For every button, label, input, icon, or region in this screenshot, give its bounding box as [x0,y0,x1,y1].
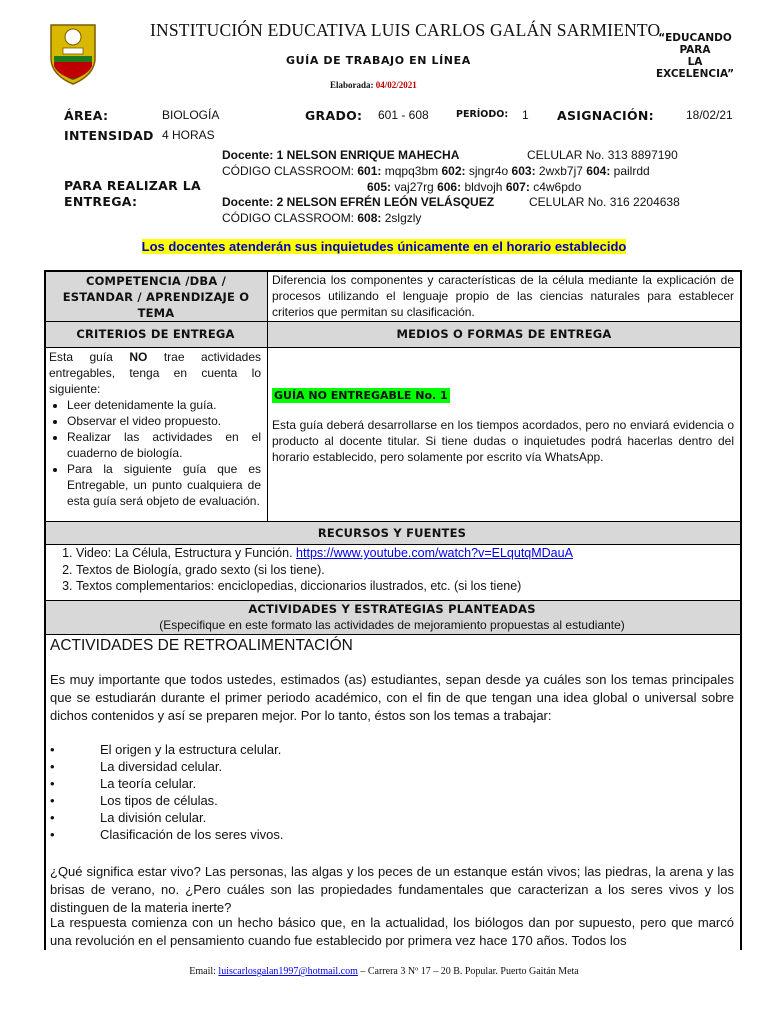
assignment-value: 18/02/21 [686,108,733,122]
resources-list [48,545,738,595]
school-crest-icon [48,22,98,86]
period-label: PERÍODO: [456,109,509,120]
grade-code-label: 607: [505,180,530,194]
topic-text: Clasificación de los seres vivos. [100,827,284,842]
teacher1-name: Docente: 1 NELSON ENRIQUE MAHECHA [222,148,460,162]
list-item [50,809,734,826]
motto-line: LA [687,56,703,68]
teacher2-name: Docente: 2 NELSON EFRÉN LEÓN VELÁSQUEZ [222,195,495,209]
list-item: • Leer detenidamente la guía. [67,397,261,413]
topic-text: El origen y la estructura celular. [100,742,282,757]
school-motto [640,32,750,80]
bullet-icon: • [50,810,55,825]
grade-code-label: 605: [367,180,392,194]
topic-text: La teoría celular. [100,776,197,791]
feedback-title: ACTIVIDADES DE RETROALIMENTACIÓN [50,637,353,654]
classroom-code: mqpq3bm [384,164,439,178]
bullet-icon: • [50,827,55,842]
classroom-code: 2slgzly [384,211,422,225]
delivery-label-line: ENTREGA: [64,194,138,209]
criteria-header: CRITERIOS DE ENTREGA [76,327,235,341]
list-item: • Observar el video propuesto. [67,413,261,429]
classroom-code: bldvojh [464,180,503,194]
teacher1-classroom-codes [222,163,650,179]
criteria-list [49,397,261,509]
grade-code-label: 608: [357,211,382,225]
list-item: 3. Textos complementarios: enciclopedias, diccionarios ilustrados, etc. (si los tiene) [76,578,738,595]
delivery-label [64,178,201,210]
teacher1-classroom-codes-cont [367,179,581,195]
grade-label: GRADO: [305,108,363,123]
non-deliverable-badge: GUÍA NO ENTREGABLE No. 1 [274,389,448,402]
list-item: 2. Textos de Biología, grado sexto (si los tiene). [76,562,738,579]
classroom-code: vaj27rg [394,180,434,194]
teacher2-classroom-codes [222,210,421,226]
list-item: • Realizar las actividades en el cuaderno de biología. [67,429,261,461]
motto-line: PARA [679,44,711,56]
teacher1-phone: CELULAR No. 313 8897190 [527,148,678,162]
grade-code-label: 604: [586,164,611,178]
classroom-code-label: CÓDIGO CLASSROOM: [222,211,355,225]
answer-paragraph: La respuesta comienza con un hecho básico que, en la actualidad, los biólogos dan por supuesto, pero que marcó una revolución en el pensamiento cuando fue establecido por primera vez hace 170 años. Todos los [50,915,734,948]
address-text: – Carrera 3 Nº 17 – 20 B. Popular. Puerto Gaitán Meta [357,966,579,977]
bullet-icon: • [50,759,55,774]
video-link[interactable]: https://www.youtube.com/watch?v=ELqutqMDauA [296,546,573,560]
delivery-label-line: PARA REALIZAR LA [64,178,201,193]
elaborated-label: Elaborada: [330,80,374,90]
elaborated-value: 04/02/2021 [375,80,417,90]
list-item [76,545,738,562]
topic-text: La división celular. [100,810,207,825]
means-header: MEDIOS O FORMAS DE ENTREGA [396,327,612,341]
elaborated-date [330,80,417,90]
email-label: Email: [189,966,216,977]
bullet-icon: • [50,776,55,791]
list-item [50,775,734,792]
list-item [50,792,734,809]
area-label: ÁREA: [64,108,109,123]
criteria-intro-text: Esta guía [49,350,113,364]
grade-code-label: 603: [511,164,536,178]
list-item [50,741,734,758]
criteria-intro-text: trae actividades entregables, tenga en cuenta lo siguiente: [49,350,261,396]
classroom-code: pailrdd [613,164,650,178]
intro-paragraph: Es muy importante que todos ustedes, estimados (as) estudiantes, sepan desde ya cuáles son los temas principales que se estudiarán durante el primer periodo académico, con el fin de que tengan una idea global o universal sobre dichos contenidos y así se preparen mejor. Por lo tanto, éstos son los temas a trabajar: [50,672,734,723]
teacher2-phone: CELULAR No. 316 2204638 [529,195,680,209]
grade-code-label: 601: [357,164,382,178]
activities-subtitle: (Especifique en este formato las actividades de mejoramiento propuestas al estudiante) [159,618,625,632]
resources-header: RECURSOS Y FUENTES [317,526,467,540]
topic-text: Los tipos de células. [100,793,218,808]
period-value: 1 [522,108,529,122]
motto-line: “EDUCANDO [658,32,732,44]
guide-title: GUÍA DE TRABAJO EN LÍNEA [286,54,471,67]
notice-text: Los docentes atenderán sus inquietudes únicamente en el horario establecido [141,239,627,254]
grade-code-label: 602: [441,164,466,178]
classroom-code: c4w6pdo [533,180,582,194]
activities-header: ACTIVIDADES Y ESTRATEGIAS PLANTEADAS [248,602,536,616]
list-item: • Para la siguiente guía que es Entregable, un punto cualquiera de esta guía será objeto de evaluación. [67,461,261,509]
motto-line: EXCELENCIA” [655,68,735,80]
competence-text: Diferencia los componentes y características de la célula mediante la explicación de procesos utilizando el lenguaje propio de las ciencias naturales para establecer criterios que permitan su clasificación. [272,273,734,319]
area-value: BIOLOGÍA [162,108,220,122]
list-item [50,826,734,843]
intensity-value: 4 HORAS [162,128,215,142]
page-footer [0,966,768,977]
institution-title: INSTITUCIÓN EDUCATIVA LUIS CARLOS GALÁN SARMIENTO [150,20,661,40]
topic-text: La diversidad celular. [100,759,223,774]
grade-code-label: 606: [437,180,462,194]
resource-text: Video: La Célula, Estructura y Función. [76,546,293,560]
office-hours-notice [0,239,768,254]
criteria-intro [49,349,261,397]
bullet-icon: • [50,742,55,757]
means-text: Esta guía deberá desarrollarse en los tiempos acordados, pero no enviará evidencia o producto al docente titular. Si tiene dudas o inquietudes podrá hacerlas dentro del horario establecido, pero solamente por escrito vía WhatsApp. [272,418,734,464]
bullet-icon: • [50,793,55,808]
topics-list [50,741,734,843]
classroom-code: sjngr4o [468,164,509,178]
classroom-code: 2wxb7j7 [538,164,583,178]
classroom-code-label: CÓDIGO CLASSROOM: [222,164,355,178]
assignment-label: ASIGNACIÓN: [557,108,654,123]
email-link[interactable]: luiscarlosgalan1997@hotmail.com [218,966,358,977]
criteria-intro-no: NO [129,350,148,364]
criteria-content [49,349,261,509]
grade-value: 601 - 608 [378,108,429,122]
intensity-label: INTENSIDAD [64,128,154,143]
question-paragraph: ¿Qué significa estar vivo? Las personas, las algas y los peces de un estanque están vivos; las piedras, la arena y las brisas de verano, no. ¿Pero cuáles son las propiedades fundamentales que caracterizan a los seres vivos y los distinguen de la materia inerte? [50,864,734,915]
list-item [50,758,734,775]
competence-header: COMPETENCIA /DBA / ESTANDAR / APRENDIZAJE O TEMA [62,274,250,320]
